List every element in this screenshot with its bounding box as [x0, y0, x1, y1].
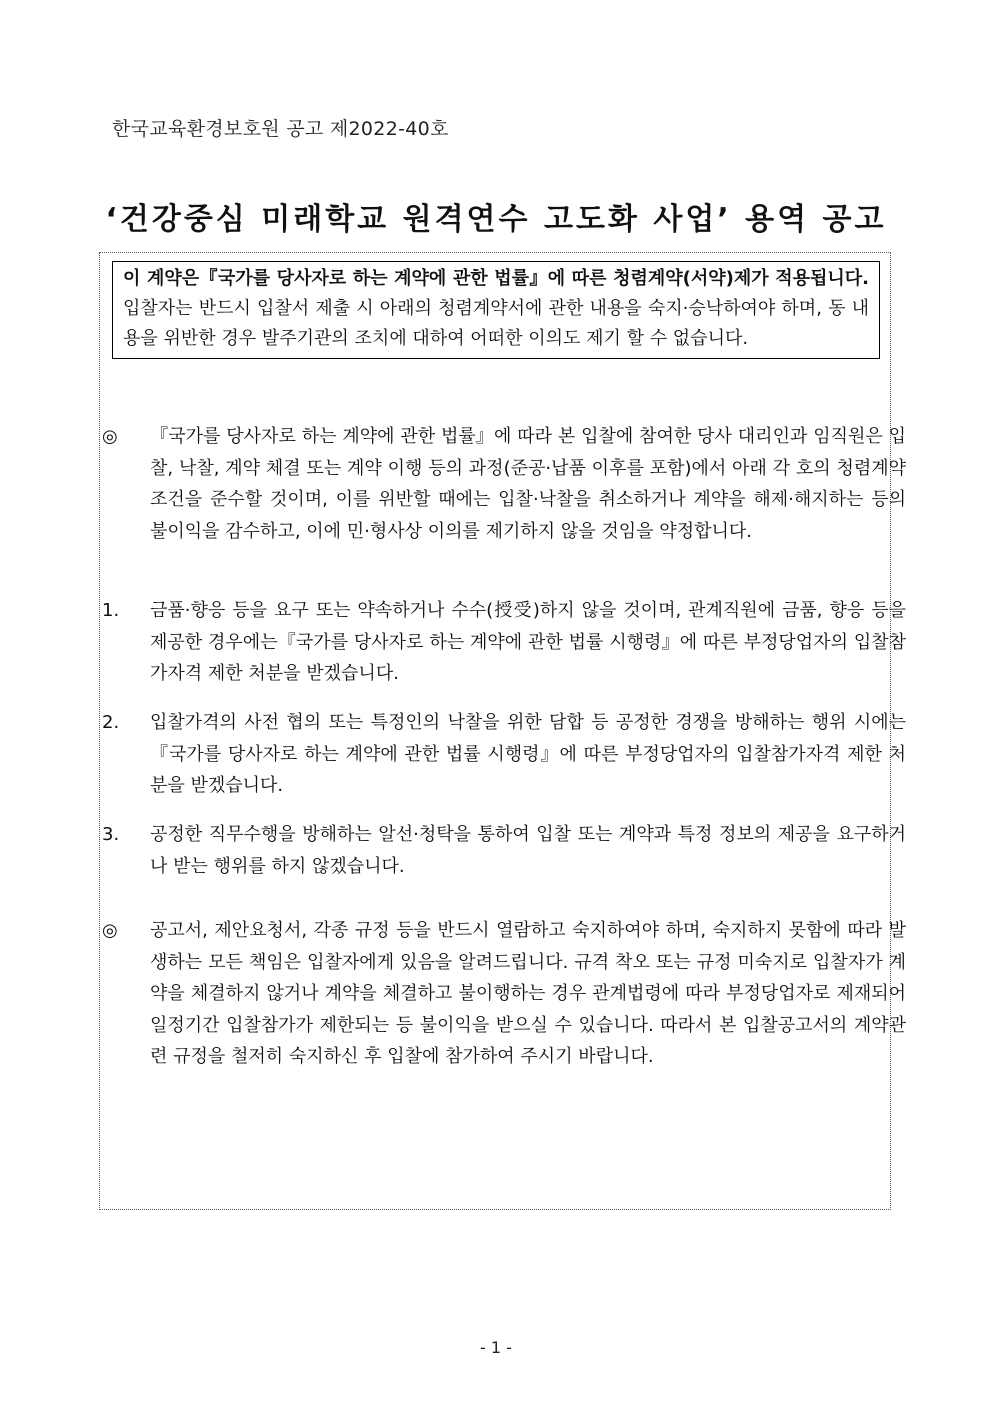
pledge-item-1: [102, 595, 906, 690]
intro-marker: ◎: [102, 426, 118, 447]
pledge-item-text: 입찰가격의 사전 협의 또는 특정인의 낙찰을 위한 담합 등 공정한 경쟁을 방해하는 행위 시에는『국가를 당사자로 하는 계약에 관한 법률 시행령』에 따른 부정당업자의 입찰참가자격 제한 처분을 받겠습니다.: [150, 712, 906, 796]
pledge-item-text: 금품·향응 등을 요구 또는 약속하거나 수수(授受)하지 않을 것이며, 관계직원에 금품, 향응 등을 제공한 경우에는『국가를 당사자로 하는 계약에 관한 법률 시행령』에 따른 부정당업자의 입찰참가자격 제한 처분을 받겠습니다.: [150, 600, 906, 684]
pledge-item-number: 3.: [102, 824, 120, 845]
pledge-item-text: 공정한 직무수행을 방해하는 알선·청탁을 통하여 입찰 또는 계약과 특정 정보의 제공을 요구하거나 받는 행위를 하지 않겠습니다.: [150, 824, 906, 877]
page-number: - 1 -: [480, 1338, 512, 1357]
notice-normal-text: 입찰자는 반드시 입찰서 제출 시 아래의 청렴계약서에 관한 내용을 숙지·승낙하여야 하며, 동 내용을 위반한 경우 발주기관의 조치에 대하여 어떠한 이의도 제기 할 수 없습니다.: [123, 298, 869, 349]
integrity-notice-box: [112, 261, 880, 359]
closing-marker: ◎: [102, 920, 118, 941]
pledge-item-number: 2.: [102, 712, 120, 733]
pledge-item-number: 1.: [102, 600, 120, 621]
notice-bold-text: 이 계약은『국가를 당사자로 하는 계약에 관한 법률』에 따른 청렴계약(서약)제가 적용됩니다.: [123, 268, 869, 289]
announcement-number: 한국교육환경보호원 공고 제2022-40호: [112, 118, 449, 140]
intro-text: 『국가를 당사자로 하는 계약에 관한 법률』에 따라 본 입찰에 참여한 당사 대리인과 임직원은 입찰, 낙찰, 계약 체결 또는 계약 이행 등의 과정(준공·납품 이후를 포함)에서 아래 각 호의 청렴계약 조건을 준수할 것이며, 이를 위반할 때에는 입찰·낙찰을 취소하거나 계약을 해제·해지하는 등의 불이익을 감수하고, 이에 민·형사상 이의를 제기하지 않을 것임을 약정합니다.: [150, 426, 906, 542]
page-title: ‘건강중심 미래학교 원격연수 고도화 사업’ 용역 공고: [105, 202, 887, 237]
pledge-item-2: [102, 707, 906, 802]
closing-paragraph: [102, 915, 906, 1073]
closing-text: 공고서, 제안요청서, 각종 규정 등을 반드시 열람하고 숙지하여야 하며, 숙지하지 못함에 따라 발생하는 모든 책임은 입찰자에게 있음을 알려드립니다. 규격 착오 또는 규정 미숙지로 입찰자가 계약을 체결하지 않거나 계약을 체결하고 불이행하는 경우 관계법령에 따라 부정당업자로 제재되어 일정기간 입찰참가가 제한되는 등 불이익을 받으실 수 있습니다. 따라서 본 입찰공고서의 계약관련 규정을 철저히 숙지하신 후 입찰에 참가하여 주시기 바랍니다.: [150, 920, 906, 1067]
intro-paragraph: [102, 421, 906, 547]
pledge-item-3: [102, 819, 906, 882]
